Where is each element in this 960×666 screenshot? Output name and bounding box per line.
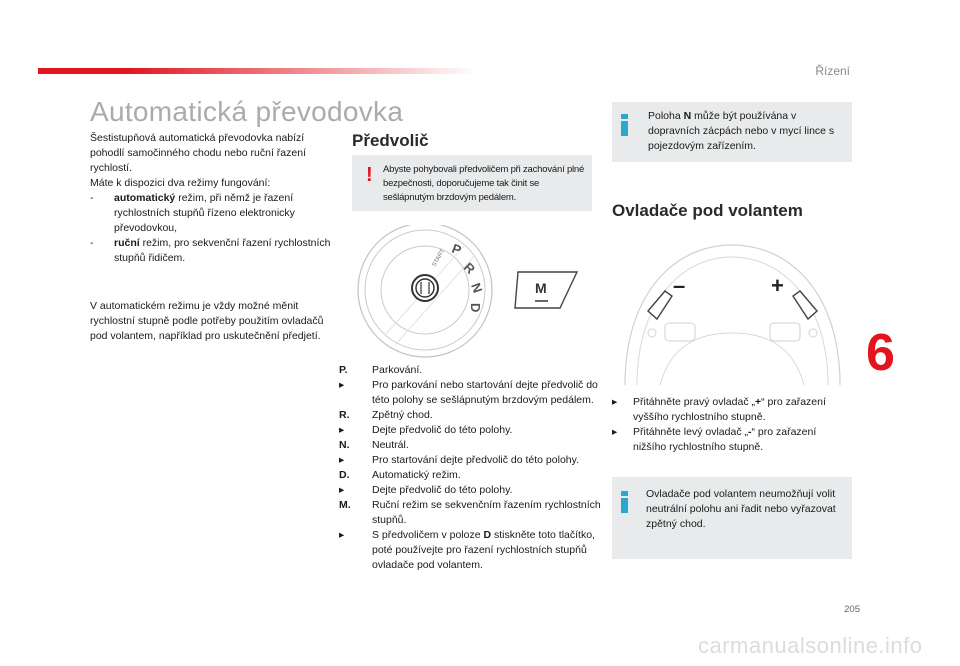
arrow-bullet-icon: ▸ (339, 484, 345, 496)
position-item: P. Parkování. (339, 364, 423, 376)
gear-selector-illustration (355, 225, 605, 365)
position-letter-n: N (468, 280, 486, 295)
position-letter-p: P (449, 240, 464, 258)
plus-symbol: + (771, 273, 784, 298)
mode-text: režim, při němž je řazení rychlostních stupňů řízeno elektronicky převodovkou, (114, 192, 295, 234)
selector-heading: Předvolič (352, 131, 429, 150)
paddles-heading: Ovladače pod volantem (612, 201, 803, 220)
overtaking-paragraph: V automatickém režimu je vždy možné měnit rychlostní stupně podle potřeby použitím ovladačů pod volantem, například pro uskutečnění předjetí. (90, 300, 324, 342)
start-label: START (431, 248, 447, 268)
arrow-bullet-icon: ▸ (339, 454, 345, 466)
arrow-bullet-icon: ▸ (339, 424, 345, 436)
arrow-bullet-icon: ▸ (612, 396, 618, 408)
chapter-number: 6 (866, 324, 895, 382)
arrow-bullet-icon: ▸ (612, 426, 618, 438)
warning-box (352, 155, 592, 211)
selector-positions-list (339, 363, 601, 573)
paddles-instructions (612, 395, 852, 455)
mode-text: režim, pro sekvenční řazení rychlostních stupňů řidičem. (114, 237, 331, 264)
right-paddle (793, 291, 817, 319)
paddle-item-upshift: ▸ Přitáhněte pravý ovladač „+“ pro zařazení vyššího rychlostního stupně. (612, 396, 826, 423)
warning-text: Abyste pohybovali předvoličem při zachování plné bezpečnosti, doporučujeme tak činit se sešlápnutým brzdovým pedálem. (383, 164, 585, 203)
position-item: ▸ S předvoličem v poloze D stiskněte toto tlačítko, poté používejte pro řazení rychlostních stupňů ovladače pod volantem. (339, 529, 595, 571)
intro-modes-lead: Máte k dispozici dva režimy fungování: (90, 177, 271, 189)
arrow-bullet-icon: ▸ (339, 379, 345, 391)
steering-wheel-illustration (615, 233, 850, 385)
position-item: ▸ Pro parkování nebo startování dejte předvolič do této polohy se sešlápnutým brzdovým pedálem. (339, 379, 598, 406)
position-item: D. Automatický režim. (339, 469, 461, 481)
mode-item-manual (90, 236, 340, 266)
left-paddle (648, 291, 672, 319)
warning-icon: ! (366, 164, 373, 186)
position-item: ▸ Dejte předvolič do této polohy. (339, 424, 513, 436)
svg-text:M: M (535, 280, 547, 296)
dash-bullet: - (90, 237, 94, 249)
position-item: ▸ Pro startování dejte předvolič do této polohy. (339, 454, 580, 466)
position-letter-d: D (468, 303, 483, 313)
mode-label: automatický (114, 192, 176, 204)
position-item: N. Neutrál. (339, 439, 409, 451)
position-item: M. Ruční režim se sekvenčním řazením rychlostních stupňů. (339, 499, 601, 526)
arrow-bullet-icon: ▸ (339, 529, 345, 541)
info-icon (621, 114, 628, 136)
mode-item-automatic (90, 191, 340, 236)
position-item: ▸ Dejte předvolič do této polohy. (339, 484, 513, 496)
position-item: R. Zpětný chod. (339, 409, 433, 421)
paddle-item-downshift: ▸ Přitáhněte levý ovladač „-“ pro zařazení nižšího rychlostního stupně. (612, 426, 817, 453)
position-letter-r: R (460, 259, 479, 277)
info-text: Poloha N může být používána v dopravních zácpách nebo v mycí lince s pojezdovým zařízením. (648, 110, 835, 152)
info-box-paddles (612, 477, 852, 559)
page-number: 205 (844, 604, 860, 615)
intro-paragraph: Šestistupňová automatická převodovka nabízí pohodlí samočinného chodu nebo ruční řazení rychlostí. (90, 132, 306, 174)
intro-column (90, 131, 340, 344)
info-text: Ovladače pod volantem neumožňují volit neutrální polohu ani řadit nebo vyřazovat zpětný chod. (646, 488, 836, 530)
minus-symbol: – (673, 273, 686, 298)
page-title: Automatická převodovka (90, 96, 404, 127)
section-label: Řízení (815, 64, 850, 78)
watermark: carmanualsonline.info (698, 633, 923, 658)
dash-bullet: - (90, 192, 94, 204)
mode-label: ruční (114, 237, 140, 249)
manual-mode-button (515, 272, 577, 308)
header-accent-bar (38, 68, 478, 74)
info-box-neutral (612, 102, 852, 162)
info-icon (621, 491, 628, 513)
